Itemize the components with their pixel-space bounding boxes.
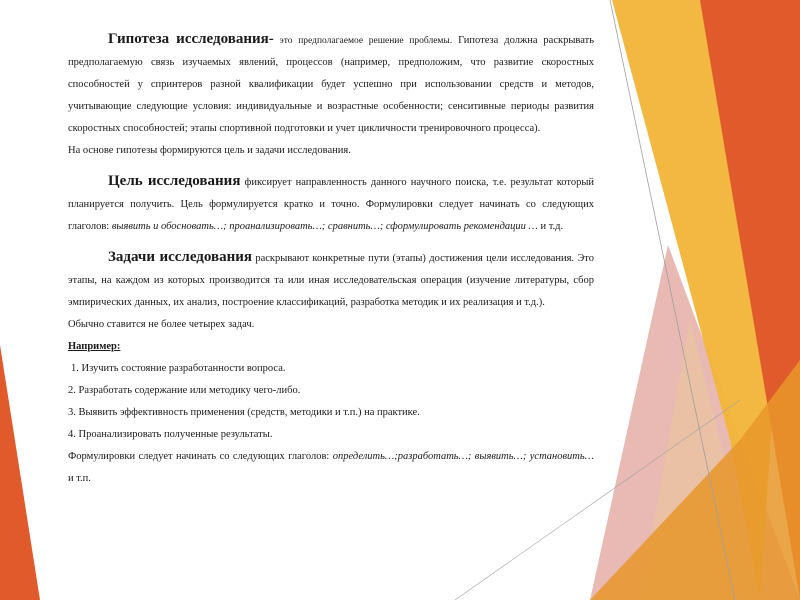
tasks-text: раскрывают конкретные пути (этапы) достижения цели исследования. Это этапы, на каждом из которых производится та или иная исследовательская операция (изучение литературы, сбор эмпирических данных, их анализ, построение классификаций, разработка методик и их реализация и т.д.).	[68, 253, 595, 308]
goal-heading: Цель исследования	[108, 173, 241, 189]
goal-verbs: выявить и обосновать…; проанализировать…; сравнить…; сформулировать рекомендации …	[111, 221, 538, 232]
goal-paragraph	[68, 170, 594, 238]
tasks-verbs-paragraph	[68, 446, 594, 490]
task-item: 2. Разработать содержание или методику чего-либо.	[68, 385, 301, 396]
hypothesis-heading: Гипотеза исследования-	[108, 31, 274, 47]
task-item: 4. Проанализировать полученные результаты.	[68, 429, 273, 440]
tasks-heading: Задачи исследования	[108, 249, 253, 265]
left-red-triangle	[0, 345, 40, 600]
hypothesis-note: На основе гипотезы формируются цель и задачи исследования.	[68, 145, 351, 156]
tasks-paragraph	[68, 246, 594, 314]
goal-tail: и т.д.	[540, 221, 564, 232]
task-item: 3. Выявить эффективность применения (средств, методики и т.п.) на практике.	[68, 407, 420, 418]
slide-text	[68, 28, 594, 490]
hypothesis-small: это предполагаемое решение проблемы.	[279, 36, 453, 46]
tasks-verbs: определить…;разработать…; выявить…; установить…	[332, 451, 594, 462]
goal-text: фиксирует направленность данного научного поиска, т.е. результат который планируется получить. Цель формулируется кратко и точно. Формулировки следует начинать со следующих глаголов:	[68, 177, 595, 232]
task-item: 1. Изучить состояние разработанности вопроса.	[71, 363, 286, 374]
hypothesis-paragraph	[68, 28, 594, 140]
example-label: Например:	[68, 341, 121, 352]
tasks-verbs-intro: Формулировки следует начинать со следующих глаголов:	[68, 451, 330, 462]
tasks-count-note: Обычно ставится не более четырех задач.	[68, 319, 255, 330]
tasks-tail: и т.п.	[68, 473, 91, 484]
hypothesis-text: Гипотеза должна раскрывать предполагаемую связь изучаемых явлений, процессов (например, предположим, что развитие скоростных способностей у спринтеров разной квалификации будет успешно при использовании средств и методов, учитывающие следующие условия: индивидуальные и возрастные особенности; сенситивные периоды развития скоростных способностей; этапы спортивной подготовки и учет цикличности тренировочного процесса).	[68, 35, 594, 134]
